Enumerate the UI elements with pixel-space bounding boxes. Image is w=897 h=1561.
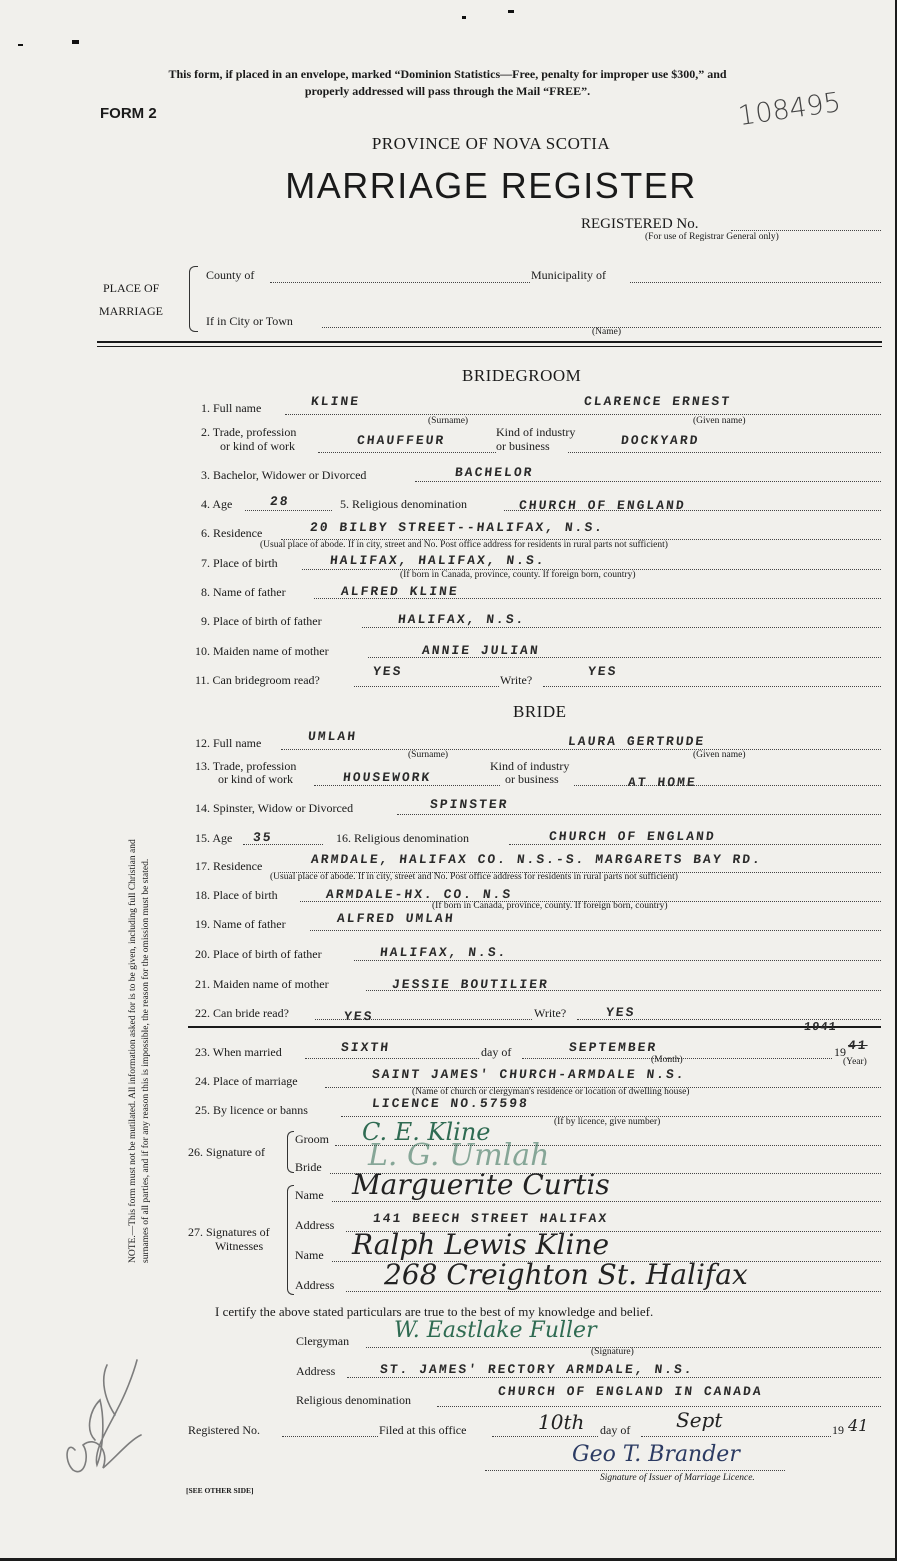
registered-no-label: REGISTERED No. bbox=[581, 216, 699, 232]
bride-given-note: (Given name) bbox=[693, 750, 746, 760]
w1-name-label: Name bbox=[295, 1188, 324, 1202]
city-label: If in City or Town bbox=[206, 314, 293, 328]
witness-brace bbox=[287, 1185, 294, 1295]
groom-given-names: CLARENCE ERNEST bbox=[583, 394, 732, 409]
groom-signature: C. E. Kline bbox=[362, 1118, 491, 1146]
bride-trade-label2: or kind of work bbox=[218, 772, 293, 786]
witnesses-label2: Witnesses bbox=[215, 1239, 264, 1253]
marriage-year: 41 bbox=[847, 1038, 869, 1053]
bride-residence-note: (Usual place of abode. If in city, street and No. Post office address for residents in rural parts not sufficient) bbox=[270, 872, 678, 882]
signature-note: (Signature) bbox=[591, 1347, 634, 1357]
groom-father-birth: HALIFAX, N.S. bbox=[397, 612, 527, 627]
groom-sig-label: Groom bbox=[295, 1132, 329, 1146]
bride-surname-note: (Surname) bbox=[408, 750, 449, 760]
groom-industry-label2: or business bbox=[496, 439, 550, 453]
licence-number: LICENCE NO.57598 bbox=[371, 1096, 530, 1111]
day-of-label: day of bbox=[481, 1045, 512, 1059]
groom-industry: DOCKYARD bbox=[620, 433, 701, 448]
groom-write-label: Write? bbox=[500, 673, 533, 687]
place-note: (Name of church or clergyman's residence or location of dwelling house) bbox=[412, 1087, 690, 1097]
groom-read-label: 11. Can bridegroom read? bbox=[195, 673, 320, 687]
bride-age-label: 15. Age bbox=[195, 831, 233, 845]
clergy-religion-label: Religious denomination bbox=[296, 1393, 411, 1407]
groom-residence-label: 6. Residence bbox=[201, 526, 263, 540]
signature-brace bbox=[287, 1131, 294, 1173]
bridegroom-heading: BRIDEGROOM bbox=[462, 366, 582, 385]
place-of-label: PLACE OF bbox=[103, 281, 160, 295]
groom-mother: ANNIE JULIAN bbox=[421, 643, 541, 658]
groom-given-note: (Given name) bbox=[693, 416, 746, 426]
witness1-address: 141 BEECH STREET HALIFAX bbox=[372, 1211, 610, 1226]
page-title: MARRIAGE REGISTER bbox=[285, 165, 697, 206]
witnesses-label1: 27. Signatures of bbox=[188, 1225, 270, 1239]
ink-speck bbox=[462, 16, 466, 19]
name-note: (Name) bbox=[592, 327, 622, 337]
ink-speck bbox=[508, 10, 514, 13]
bride-religion: CHURCH OF ENGLAND bbox=[548, 829, 717, 844]
groom-father: ALFRED KLINE bbox=[340, 584, 460, 599]
place-of-marriage-label: 24. Place of marriage bbox=[195, 1074, 298, 1088]
mail-notice-line1: This form, if placed in an envelope, marked “Dominion Statistics—Free, penalty for improper use $300,” and bbox=[168, 67, 727, 81]
bride-mother-label: 21. Maiden name of mother bbox=[195, 977, 329, 991]
side-note-line2: surnames of all parties, and if for any reason this is impossible, the reason for the omission must be stated. bbox=[141, 858, 151, 1263]
groom-residence: 20 BILBY STREET--HALIFAX, N.S. bbox=[309, 520, 605, 535]
groom-residence-note: (Usual place of abode. If in city, street and No. Post office address for residents in rural parts not sufficient) bbox=[260, 540, 668, 550]
bride-sig-label: Bride bbox=[295, 1160, 322, 1174]
witness2-name: Ralph Lewis Kline bbox=[352, 1228, 610, 1261]
bride-surname: UMLAH bbox=[307, 729, 358, 744]
year-prefix: 19 bbox=[834, 1045, 846, 1059]
filing-registered-label: Registered No. bbox=[188, 1423, 260, 1437]
groom-industry-label1: Kind of industry bbox=[496, 425, 576, 439]
bride-read: YES bbox=[343, 1009, 375, 1024]
bride-father-birth: HALIFAX, N.S. bbox=[379, 945, 509, 960]
witness2-address: 268 Creighton St. Halifax bbox=[384, 1258, 748, 1291]
bride-birthplace-label: 18. Place of birth bbox=[195, 888, 278, 902]
bride-birthplace-note: (If born in Canada, province, county. If foreign born, country) bbox=[432, 901, 668, 911]
w1-address-label: Address bbox=[295, 1218, 335, 1232]
mail-notice-line2: properly addressed will pass through the Mail “FREE”. bbox=[304, 84, 591, 98]
groom-father-label: 8. Name of father bbox=[201, 585, 286, 599]
issuer-signature: Geo T. Brander bbox=[572, 1442, 740, 1467]
clergy-address: ST. JAMES' RECTORY ARMDALE, N.S. bbox=[379, 1362, 695, 1377]
registrar-note: (For use of Registrar General only) bbox=[645, 232, 779, 242]
groom-mother-label: 10. Maiden name of mother bbox=[195, 644, 329, 658]
municipality-label: Municipality of bbox=[531, 268, 606, 282]
groom-trade-label1: 2. Trade, profession bbox=[201, 425, 297, 439]
groom-status-label: 3. Bachelor, Widower or Divorced bbox=[201, 468, 367, 482]
filed-at-office-label: Filed at this office bbox=[379, 1423, 467, 1437]
groom-religion: CHURCH OF ENGLAND bbox=[518, 498, 687, 513]
groom-read: YES bbox=[372, 664, 404, 679]
w2-name-label: Name bbox=[295, 1248, 324, 1262]
bride-given-names: LAURA GERTRUDE bbox=[567, 734, 707, 749]
groom-write: YES bbox=[587, 664, 619, 679]
bride-father: ALFRED UMLAH bbox=[336, 911, 456, 926]
filed-year-prefix: 19 bbox=[832, 1423, 844, 1437]
bride-industry: AT HOME bbox=[627, 775, 698, 790]
filed-day-of-label: day of bbox=[600, 1423, 631, 1437]
bride-residence-label: 17. Residence bbox=[195, 859, 263, 873]
bride-read-label: 22. Can bride read? bbox=[195, 1006, 289, 1020]
bride-signature: L. G. Umlah bbox=[368, 1138, 550, 1173]
witness1-name: Marguerite Curtis bbox=[352, 1168, 610, 1201]
licence-label: 25. By licence or banns bbox=[195, 1103, 308, 1117]
bride-write: YES bbox=[605, 1005, 637, 1020]
groom-surname: KLINE bbox=[310, 394, 361, 409]
side-note-line1: NOTE.—This form must not be mutilated. All information asked for is to be given, including full Christian and bbox=[128, 839, 138, 1263]
see-other-side: [SEE OTHER SIDE] bbox=[186, 1486, 254, 1495]
groom-surname-note: (Surname) bbox=[428, 416, 469, 426]
groom-birthplace-note: (If born in Canada, province, county. If foreign born, country) bbox=[400, 570, 636, 580]
filed-month: Sept bbox=[676, 1408, 723, 1432]
groom-birthplace-label: 7. Place of birth bbox=[201, 556, 278, 570]
marriage-year-corrected: 1941 bbox=[803, 1020, 838, 1034]
bride-father-label: 19. Name of father bbox=[195, 917, 286, 931]
bride-status: SPINSTER bbox=[429, 797, 510, 812]
bride-trade-label1: 13. Trade, profession bbox=[195, 759, 297, 773]
marriage-label: MARRIAGE bbox=[99, 304, 164, 318]
groom-trade-label2: or kind of work bbox=[220, 439, 295, 453]
clergyman-signature: W. Eastlake Fuller bbox=[394, 1318, 597, 1343]
bride-heading: BRIDE bbox=[513, 702, 567, 721]
filed-year: 41 bbox=[848, 1416, 869, 1435]
stamp-number: 108495 bbox=[736, 86, 843, 133]
bride-father-birth-label: 20. Place of birth of father bbox=[195, 947, 322, 961]
bride-religion-label: 16. Religious denomination bbox=[336, 831, 469, 845]
bride-write-label: Write? bbox=[534, 1006, 567, 1020]
marriage-day: SIXTH bbox=[340, 1040, 391, 1055]
bride-residence: ARMDALE, HALIFAX CO. N.S.-S. MARGARETS BAY RD. bbox=[310, 852, 763, 867]
signature-of-label: 26. Signature of bbox=[188, 1145, 265, 1159]
clergy-religion: CHURCH OF ENGLAND IN CANADA bbox=[497, 1384, 764, 1399]
groom-birthplace: HALIFAX, HALIFAX, N.S. bbox=[329, 553, 547, 568]
bride-age: 35 bbox=[252, 830, 274, 845]
year-note: (Year) bbox=[843, 1057, 867, 1067]
form-number: FORM 2 bbox=[100, 105, 157, 122]
groom-status: BACHELOR bbox=[454, 465, 535, 480]
month-note: (Month) bbox=[651, 1055, 683, 1065]
issuer-note: Signature of Issuer of Marriage Licence. bbox=[600, 1473, 755, 1483]
filed-day: 10th bbox=[538, 1410, 585, 1434]
groom-trade: CHAUFFEUR bbox=[356, 433, 447, 448]
bride-trade: HOUSEWORK bbox=[342, 770, 433, 785]
certification-text: I certify the above stated particulars are true to the best of my knowledge and belief. bbox=[215, 1304, 654, 1319]
licence-note: (If by licence, give number) bbox=[554, 1117, 661, 1127]
place-brace bbox=[189, 266, 198, 332]
marriage-month: SEPTEMBER bbox=[568, 1040, 659, 1055]
bride-status-label: 14. Spinster, Widow or Divorced bbox=[195, 801, 354, 815]
groom-religion-label: 5. Religious denomination bbox=[340, 497, 467, 511]
ink-speck bbox=[72, 40, 79, 44]
bride-mother: JESSIE BOUTILIER bbox=[391, 977, 550, 992]
ink-speck bbox=[18, 44, 23, 46]
marriage-place: SAINT JAMES' CHURCH-ARMDALE N.S. bbox=[371, 1067, 687, 1082]
w2-address-label: Address bbox=[295, 1278, 335, 1292]
pencil-mark bbox=[55, 1340, 145, 1490]
groom-age-label: 4. Age bbox=[201, 497, 233, 511]
clergy-address-label: Address bbox=[296, 1364, 336, 1378]
clergyman-label: Clergyman bbox=[296, 1334, 350, 1348]
bride-birthplace: ARMDALE-HX. CO. N.S bbox=[325, 887, 514, 902]
bride-industry-label1: Kind of industry bbox=[490, 759, 570, 773]
bride-full-name-label: 12. Full name bbox=[195, 736, 262, 750]
groom-age: 28 bbox=[269, 494, 291, 509]
bride-industry-label2: or business bbox=[505, 772, 559, 786]
county-label: County of bbox=[206, 268, 255, 282]
when-married-label: 23. When married bbox=[195, 1045, 282, 1059]
groom-father-birth-label: 9. Place of birth of father bbox=[201, 614, 322, 628]
province-heading: PROVINCE OF NOVA SCOTIA bbox=[371, 134, 611, 153]
groom-full-name-label: 1. Full name bbox=[201, 401, 262, 415]
